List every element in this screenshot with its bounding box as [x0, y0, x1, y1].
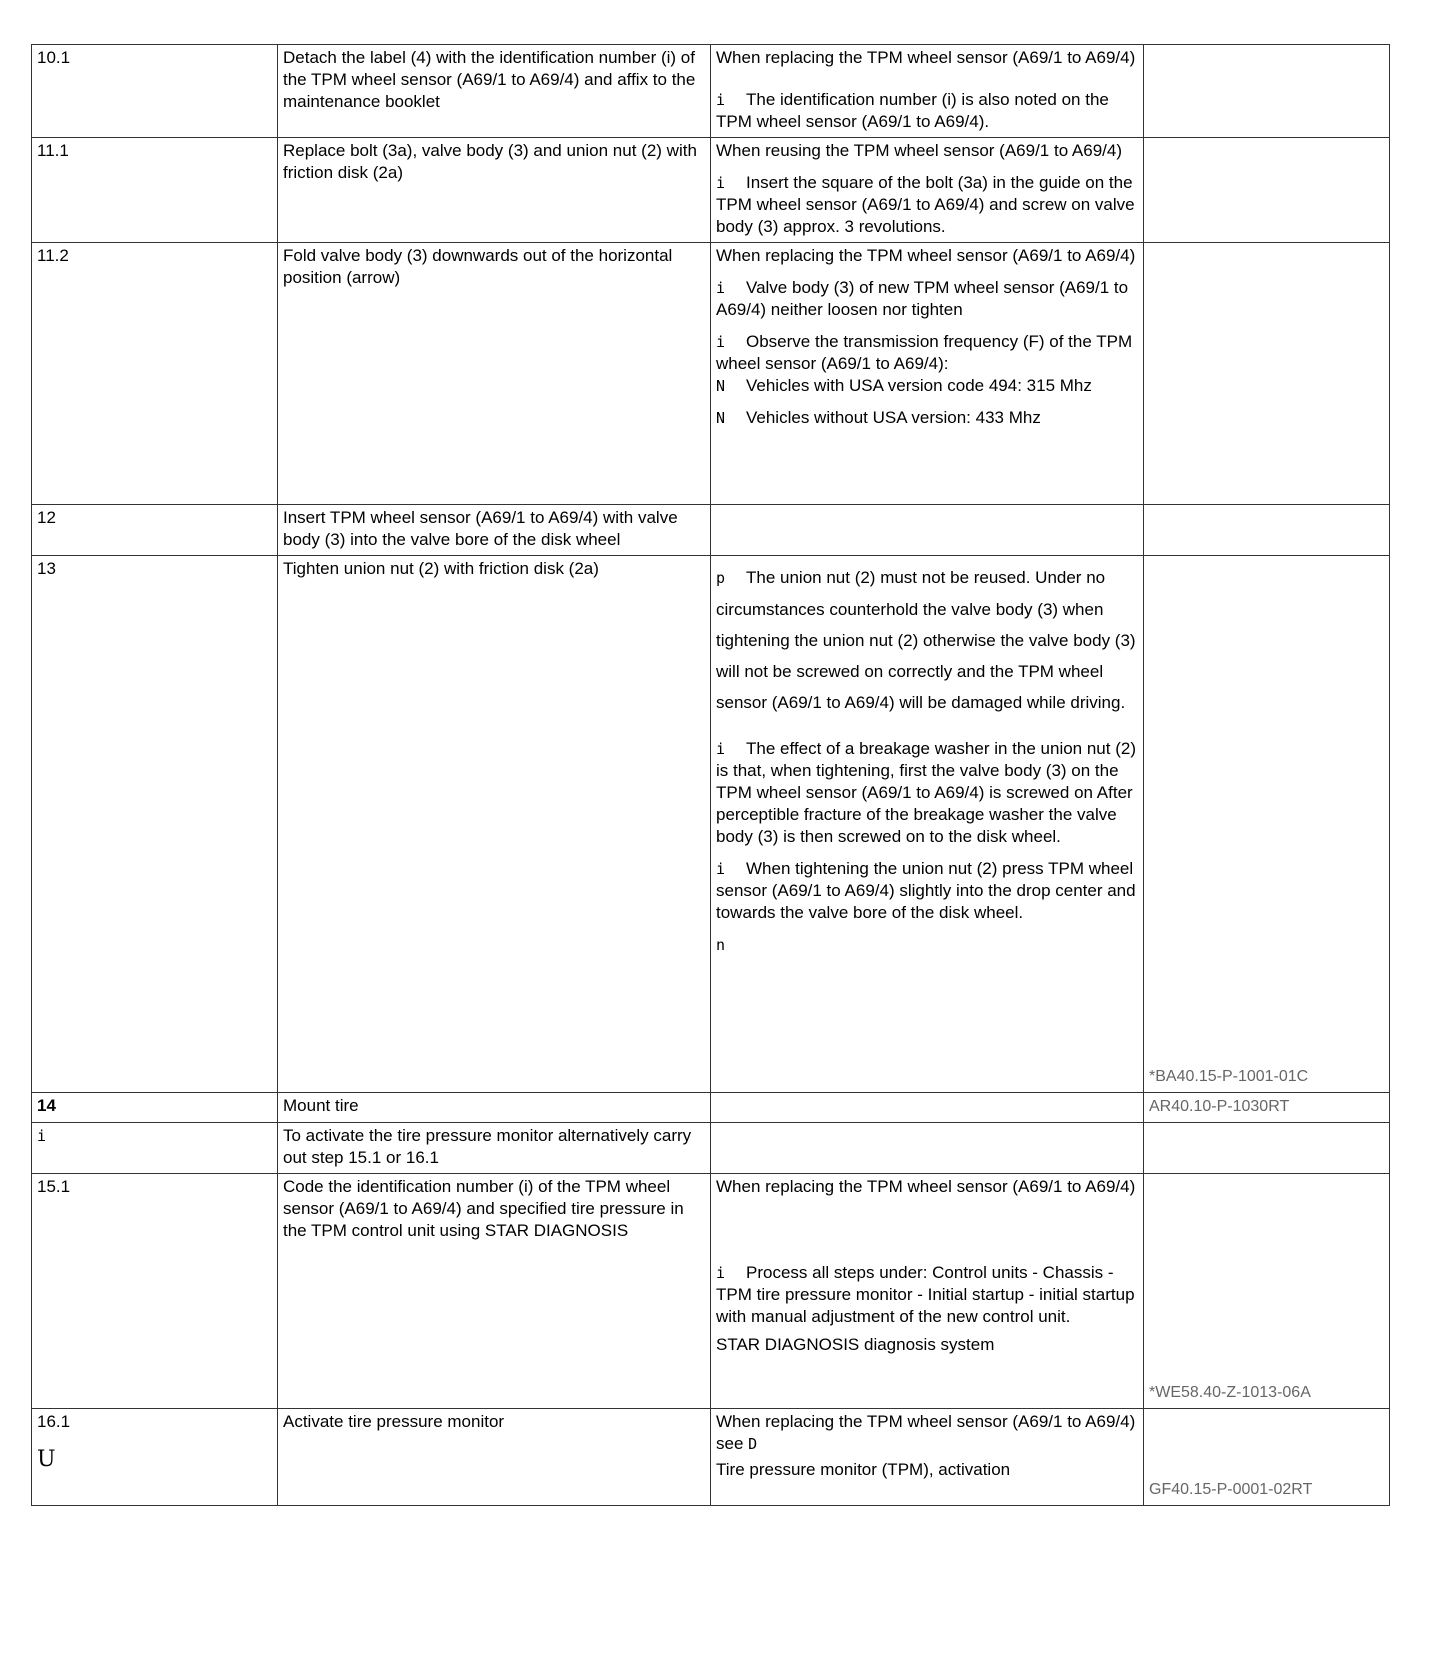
note — [716, 89, 1138, 133]
step-number: 15.1 — [32, 1174, 278, 1409]
step-number-text: 16.1 — [37, 1412, 71, 1431]
reference-cell — [1144, 1409, 1390, 1506]
step-action: Detach the label (4) with the identification number (i) of the TPM wheel sensor (A69/1 to A69/4) and affix to the maintenance booklet — [278, 45, 711, 138]
step-action: Activate tire pressure monitor — [278, 1409, 711, 1506]
reference-cell — [1144, 243, 1390, 505]
note — [716, 331, 1138, 375]
reference-code: *BA40.15-P-1001-01C — [1149, 1068, 1309, 1085]
link-icon: U — [37, 1447, 56, 1472]
table-row — [32, 556, 1390, 1093]
table-row — [32, 45, 1390, 138]
note-text: Process all steps under: Control units - Chassis - TPM tire pressure monitor - Initial startup - initial startup with manual adjustment of the new control unit. — [716, 1263, 1135, 1326]
table-row — [32, 505, 1390, 556]
condition-text: When reusing the TPM wheel sensor (A69/1 to A69/4) — [716, 141, 1123, 160]
warning-note — [716, 562, 1138, 718]
condition-text: When replacing the TPM wheel sensor (A69/1 to A69/4) — [716, 246, 1136, 265]
table-row — [32, 138, 1390, 243]
step-action: Tighten union nut (2) with friction disk (2a) — [278, 556, 711, 1093]
table-row — [32, 1409, 1390, 1506]
reference-cell — [1144, 1093, 1390, 1123]
bullet-text: Vehicles without USA version: 433 Mhz — [746, 408, 1041, 427]
step-number: 11.2 — [32, 243, 278, 505]
reference-cell — [1144, 138, 1390, 243]
step-number — [32, 1123, 278, 1174]
note — [716, 1262, 1138, 1328]
see-icon: D — [748, 1435, 758, 1453]
note-text: When tightening the union nut (2) press TPM wheel sensor (A69/1 to A69/4) slightly into the drop center and towards the valve bore of the disk wheel. — [716, 859, 1136, 922]
warning-text: The union nut (2) must not be reused. Under no circumstances counterhold the valve body (3) when tightening the union nut (2) otherwise the valve body (3) will not be screwed on correctly and the TPM wheel sensor (A69/1 to A69/4) will be damaged while driving. — [716, 568, 1136, 712]
bullet-item — [716, 407, 1138, 429]
step-action: Fold valve body (3) downwards out of the horizontal position (arrow) — [278, 243, 711, 505]
step-condition — [711, 1409, 1144, 1506]
note-text: Insert the square of the bolt (3a) in the guide on the TPM wheel sensor (A69/1 to A69/4) and screw on valve body (3) approx. 3 revolutions. — [716, 173, 1135, 236]
reference-cell — [1144, 45, 1390, 138]
reference-code: *WE58.40-Z-1013-06A — [1149, 1384, 1311, 1401]
reference-code[interactable]: GF40.15-P-0001-02RT — [1149, 1481, 1313, 1498]
reference-code: AR40.10-P-1030RT — [1149, 1098, 1290, 1115]
step-action: Insert TPM wheel sensor (A69/1 to A69/4) with valve body (3) into the valve bore of the disk wheel — [278, 505, 711, 556]
bullet-icon: N — [716, 409, 726, 427]
bullet-item — [716, 375, 1138, 397]
end-marker — [716, 934, 1138, 956]
step-number: 14 — [32, 1093, 278, 1123]
info-icon: i — [716, 1264, 726, 1282]
note — [716, 172, 1138, 238]
step-condition — [711, 45, 1144, 138]
bullet-text: Vehicles with USA version code 494: 315 Mhz — [746, 376, 1092, 395]
step-condition — [711, 1123, 1144, 1174]
table-row — [32, 1174, 1390, 1409]
step-action: Replace bolt (3a), valve body (3) and union nut (2) with friction disk (2a) — [278, 138, 711, 243]
step-number: 13 — [32, 556, 278, 1093]
step-condition — [711, 505, 1144, 556]
info-icon: i — [37, 1127, 47, 1145]
info-icon: i — [716, 740, 726, 758]
condition-text: When replacing the TPM wheel sensor (A69/1 to A69/4) — [716, 1177, 1136, 1196]
info-icon: i — [716, 333, 726, 351]
note-text: The effect of a breakage washer in the union nut (2) is that, when tightening, first the valve body (3) on the TPM wheel sensor (A69/1 to A69/4) is screwed on After perceptible fracture of the breakage washer the valve body (3) is then screwed on to the disk wheel. — [716, 739, 1136, 846]
info-icon: i — [716, 860, 726, 878]
note — [716, 277, 1138, 321]
tool-text: STAR DIAGNOSIS diagnosis system — [716, 1335, 995, 1354]
reference-cell — [1144, 1174, 1390, 1409]
step-condition — [711, 1093, 1144, 1123]
step-number: 11.1 — [32, 138, 278, 243]
step-condition — [711, 556, 1144, 1093]
condition-text — [716, 1411, 1138, 1455]
note-text: Valve body (3) of new TPM wheel sensor (A69/1 to A69/4) neither loosen nor tighten — [716, 278, 1129, 319]
step-condition — [711, 243, 1144, 505]
step-number: 12 — [32, 505, 278, 556]
reference-cell — [1144, 556, 1390, 1093]
step-action: Mount tire — [278, 1093, 711, 1123]
step-action: To activate the tire pressure monitor alternatively carry out step 15.1 or 16.1 — [278, 1123, 711, 1174]
step-condition — [711, 1174, 1144, 1409]
condition-text: When replacing the TPM wheel sensor (A69/1 to A69/4) — [716, 48, 1136, 67]
step-number: 10.1 — [32, 45, 278, 138]
reference-cell — [1144, 1123, 1390, 1174]
info-icon: i — [716, 174, 726, 192]
step-condition — [711, 138, 1144, 243]
table-row — [32, 1123, 1390, 1174]
procedure-table — [31, 44, 1390, 1506]
table-row — [32, 243, 1390, 505]
bullet-icon: N — [716, 377, 726, 395]
note — [716, 738, 1138, 848]
end-icon: n — [716, 936, 726, 954]
tool-text[interactable]: Tire pressure monitor (TPM), activation — [716, 1460, 1011, 1479]
note — [716, 858, 1138, 924]
step-number — [32, 1409, 278, 1506]
condition-label: When replacing the TPM wheel sensor (A69/1 to A69/4) see — [716, 1412, 1136, 1453]
reference-cell — [1144, 505, 1390, 556]
info-icon: i — [716, 279, 726, 297]
table-row — [32, 1093, 1390, 1123]
note-text: The identification number (i) is also noted on the TPM wheel sensor (A69/1 to A69/4). — [716, 90, 1109, 131]
warning-icon: p — [716, 569, 726, 587]
step-action: Code the identification number (i) of the TPM wheel sensor (A69/1 to A69/4) and specified tire pressure in the TPM control unit using STAR DIAGNOSIS — [278, 1174, 711, 1409]
note-text: Observe the transmission frequency (F) of the TPM wheel sensor (A69/1 to A69/4): — [716, 332, 1133, 373]
info-icon: i — [716, 91, 726, 109]
